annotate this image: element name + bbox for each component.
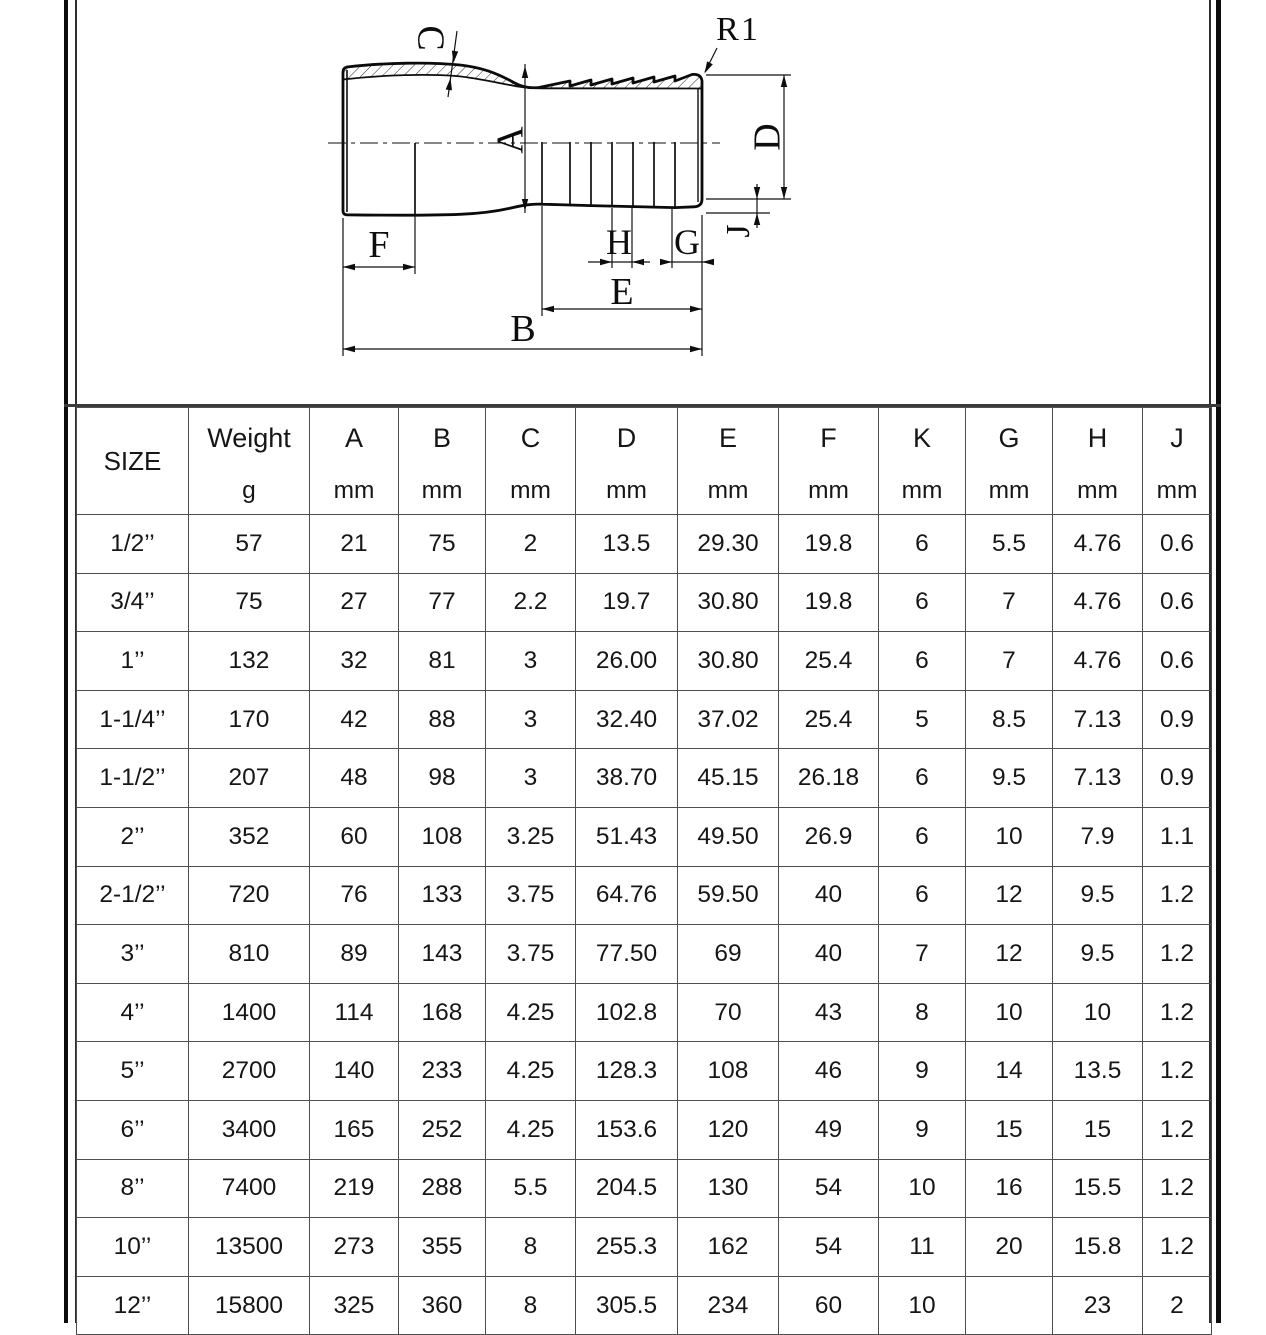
dimension-table: [76, 407, 1212, 1335]
table-cell: 88: [399, 690, 486, 749]
dim-label-f: F: [368, 224, 390, 266]
table-cell: 13.5: [576, 515, 678, 574]
table-cell: 23: [1053, 1276, 1143, 1335]
table-cell: 143: [399, 925, 486, 984]
table-cell: 70: [678, 983, 779, 1042]
table-cell: 114: [310, 983, 399, 1042]
technical-drawing: [320, 0, 820, 398]
table-cell: 5.5: [486, 1159, 576, 1218]
header-row: [77, 408, 1212, 515]
table-row: [77, 632, 1212, 691]
table-cell: 1.2: [1143, 866, 1212, 925]
table-cell: 273: [310, 1218, 399, 1277]
header-col-j: [1143, 408, 1212, 515]
table-cell: 2-1/2’’: [77, 866, 189, 925]
table-cell: 10: [879, 1276, 966, 1335]
table-cell: 19.8: [779, 573, 879, 632]
table-cell: 360: [399, 1276, 486, 1335]
table-cell: 3.25: [486, 807, 576, 866]
table-cell: 11: [879, 1218, 966, 1277]
table-cell: 1.2: [1143, 1218, 1212, 1277]
table-cell: 7: [966, 632, 1053, 691]
col-unit: mm: [1156, 476, 1198, 504]
table-cell: 140: [310, 1042, 399, 1101]
table-cell: 57: [189, 515, 310, 574]
table-cell: 8: [486, 1276, 576, 1335]
table-cell: 12: [966, 866, 1053, 925]
table-cell: 6: [879, 573, 966, 632]
col-letter: D: [616, 423, 637, 453]
table-cell: 1.2: [1143, 983, 1212, 1042]
table-cell: 29.30: [678, 515, 779, 574]
col-unit: mm: [333, 476, 375, 504]
table-cell: 40: [779, 866, 879, 925]
table-cell: 9.5: [966, 749, 1053, 808]
header-col-d: [576, 408, 678, 515]
header-col-h: [1053, 408, 1143, 515]
table-cell: 108: [399, 807, 486, 866]
table-cell: 162: [678, 1218, 779, 1277]
table-cell: 1.2: [1143, 1042, 1212, 1101]
table-cell: 325: [310, 1276, 399, 1335]
table-row: [77, 690, 1212, 749]
table-row: [77, 807, 1212, 866]
table-cell: 40: [779, 925, 879, 984]
table-cell: 0.9: [1143, 749, 1212, 808]
table-cell: 10’’: [77, 1218, 189, 1277]
col-letter: F: [820, 423, 837, 453]
table-cell: 4.25: [486, 983, 576, 1042]
table-cell: 720: [189, 866, 310, 925]
table-cell: 32.40: [576, 690, 678, 749]
table-cell: 37.02: [678, 690, 779, 749]
table-cell: 810: [189, 925, 310, 984]
hose-nipple-section-drawing: [320, 0, 820, 398]
table-cell: 3: [486, 632, 576, 691]
table-cell: 7: [966, 573, 1053, 632]
table-cell: 3/4’’: [77, 573, 189, 632]
table-cell: 1-1/2’’: [77, 749, 189, 808]
table-cell: 255.3: [576, 1218, 678, 1277]
page-border-right-thick: [1216, 0, 1221, 1323]
table-cell: 26.18: [779, 749, 879, 808]
table-cell: 45.15: [678, 749, 779, 808]
header-col-e: [678, 408, 779, 515]
dim-label-h: H: [606, 222, 632, 262]
table-cell: 98: [399, 749, 486, 808]
table-cell: 1.2: [1143, 1100, 1212, 1159]
table-cell: 132: [189, 632, 310, 691]
col-letter: C: [520, 423, 541, 453]
table-cell: 13500: [189, 1218, 310, 1277]
header-size: [77, 408, 189, 515]
table-cell: 7.13: [1053, 690, 1143, 749]
table-cell: 9: [879, 1042, 966, 1101]
table-cell: 14: [966, 1042, 1053, 1101]
table-cell: 3.75: [486, 866, 576, 925]
table-cell: 6: [879, 866, 966, 925]
table-cell: 6: [879, 515, 966, 574]
table-cell: 7.13: [1053, 749, 1143, 808]
table-cell: 6: [879, 807, 966, 866]
table-cell: 0.6: [1143, 573, 1212, 632]
table-cell: 4.25: [486, 1042, 576, 1101]
table-cell: 8: [486, 1218, 576, 1277]
col-letter: J: [1170, 423, 1184, 453]
table-cell: 288: [399, 1159, 486, 1218]
table-cell: 51.43: [576, 807, 678, 866]
weight-unit: g: [242, 476, 256, 504]
table-cell: 49.50: [678, 807, 779, 866]
table-cell: 1’’: [77, 632, 189, 691]
col-unit: mm: [1077, 476, 1118, 504]
table-cell: 30.80: [678, 632, 779, 691]
table-cell: 54: [779, 1218, 879, 1277]
table-cell: 0.6: [1143, 632, 1212, 691]
table-cell: 4.76: [1053, 515, 1143, 574]
table-cell: 12’’: [77, 1276, 189, 1335]
table-cell: 4’’: [77, 983, 189, 1042]
table-cell: 4.25: [486, 1100, 576, 1159]
table-cell: 10: [966, 807, 1053, 866]
table-cell: 60: [310, 807, 399, 866]
table-cell: 49: [779, 1100, 879, 1159]
extension-lines: [343, 64, 791, 356]
table-cell: 10: [966, 983, 1053, 1042]
table-cell: 5.5: [966, 515, 1053, 574]
table-cell: 54: [779, 1159, 879, 1218]
table-row: [77, 925, 1212, 984]
table-cell: 20: [966, 1218, 1053, 1277]
col-unit: mm: [421, 476, 463, 504]
table-cell: 32: [310, 632, 399, 691]
table-cell: 69: [678, 925, 779, 984]
table-cell: 108: [678, 1042, 779, 1101]
table-cell: 1/2’’: [77, 515, 189, 574]
table-row: [77, 1042, 1212, 1101]
col-unit: mm: [808, 476, 849, 504]
table-header: [77, 408, 1212, 515]
table-cell: 130: [678, 1159, 779, 1218]
table-cell: 77: [399, 573, 486, 632]
dimension-arrowheads: [343, 51, 787, 353]
table-cell: 60: [779, 1276, 879, 1335]
table-cell: 12: [966, 925, 1053, 984]
table-cell: 10: [879, 1159, 966, 1218]
col-unit: mm: [901, 476, 943, 504]
header-col-b: [399, 408, 486, 515]
table-cell: 234: [678, 1276, 779, 1335]
table-cell: 2: [486, 515, 576, 574]
table-cell: 46: [779, 1042, 879, 1101]
col-unit: mm: [707, 476, 749, 504]
table-cell: 128.3: [576, 1042, 678, 1101]
table-cell: 6’’: [77, 1100, 189, 1159]
table-cell: 3: [486, 690, 576, 749]
table-body: [77, 515, 1212, 1335]
table-cell: 170: [189, 690, 310, 749]
table-cell: 2: [1143, 1276, 1212, 1335]
table-cell: 133: [399, 866, 486, 925]
table-cell: 43: [779, 983, 879, 1042]
header-col-g: [966, 408, 1053, 515]
dim-label-r1: R1: [716, 11, 760, 48]
table-cell: 1.1: [1143, 807, 1212, 866]
table-cell: 15: [966, 1100, 1053, 1159]
col-unit: mm: [510, 476, 551, 504]
spec-table: [76, 407, 1212, 1335]
table-cell: 26.00: [576, 632, 678, 691]
table-cell: 1400: [189, 983, 310, 1042]
weight-label: Weight: [207, 423, 291, 453]
table-cell: 352: [189, 807, 310, 866]
dim-label-a: A: [489, 126, 532, 154]
table-cell: 89: [310, 925, 399, 984]
table-cell: 2700: [189, 1042, 310, 1101]
table-cell: 6: [879, 749, 966, 808]
table-cell: 355: [399, 1218, 486, 1277]
table-row: [77, 1276, 1212, 1335]
table-cell: 0.6: [1143, 515, 1212, 574]
dimension-lines: [343, 31, 784, 349]
table-cell: 38.70: [576, 749, 678, 808]
table-cell: 102.8: [576, 983, 678, 1042]
header-col-f: [779, 408, 879, 515]
col-letter: K: [912, 423, 931, 453]
table-row: [77, 1159, 1212, 1218]
table-cell: 15800: [189, 1276, 310, 1335]
table-cell: 64.76: [576, 866, 678, 925]
table-cell: 9.5: [1053, 925, 1143, 984]
table-cell: 1.2: [1143, 1159, 1212, 1218]
table-cell: 15.8: [1053, 1218, 1143, 1277]
col-unit: mm: [606, 476, 647, 504]
table-cell: 42: [310, 690, 399, 749]
table-cell: 0.9: [1143, 690, 1212, 749]
col-letter: A: [344, 423, 363, 453]
table-cell: 30.80: [678, 573, 779, 632]
table-cell: 3’’: [77, 925, 189, 984]
table-cell: 75: [189, 573, 310, 632]
col-letter: B: [432, 423, 451, 453]
table-row: [77, 866, 1212, 925]
table-cell: 59.50: [678, 866, 779, 925]
table-cell: 19.8: [779, 515, 879, 574]
table-cell: 3400: [189, 1100, 310, 1159]
table-cell: 8’’: [77, 1159, 189, 1218]
table-cell: 1.2: [1143, 925, 1212, 984]
table-cell: 8: [879, 983, 966, 1042]
table-cell: 27: [310, 573, 399, 632]
table-cell: 305.5: [576, 1276, 678, 1335]
table-cell: 233: [399, 1042, 486, 1101]
dim-label-d: D: [746, 123, 789, 151]
table-cell: 25.4: [779, 632, 879, 691]
dim-label-b: B: [510, 308, 536, 350]
dim-label-c: C: [409, 25, 452, 51]
table-cell: 48: [310, 749, 399, 808]
table-cell: 75: [399, 515, 486, 574]
table-row: [77, 573, 1212, 632]
col-letter: G: [998, 423, 1020, 453]
table-cell: 7.9: [1053, 807, 1143, 866]
table-cell: 21: [310, 515, 399, 574]
table-cell: 219: [310, 1159, 399, 1218]
table-row: [77, 983, 1212, 1042]
table-cell: 165: [310, 1100, 399, 1159]
table-cell: 4.76: [1053, 573, 1143, 632]
table-cell: 252: [399, 1100, 486, 1159]
table-cell: 3: [486, 749, 576, 808]
table-cell: [966, 1276, 1053, 1335]
table-row: [77, 515, 1212, 574]
table-cell: 26.9: [779, 807, 879, 866]
dim-label-j: J: [719, 224, 757, 238]
size-label: SIZE: [103, 445, 162, 476]
table-cell: 76: [310, 866, 399, 925]
table-cell: 6: [879, 632, 966, 691]
table-cell: 7: [879, 925, 966, 984]
table-cell: 1-1/4’’: [77, 690, 189, 749]
table-cell: 5’’: [77, 1042, 189, 1101]
table-row: [77, 1100, 1212, 1159]
header-col-c: [486, 408, 576, 515]
table-cell: 19.7: [576, 573, 678, 632]
col-unit: mm: [988, 476, 1030, 504]
page-border-left-thick: [64, 0, 68, 1323]
table-cell: 204.5: [576, 1159, 678, 1218]
table-cell: 5: [879, 690, 966, 749]
table-row: [77, 1218, 1212, 1277]
table-cell: 4.76: [1053, 632, 1143, 691]
col-letter: H: [1087, 423, 1108, 453]
dim-label-e: E: [610, 271, 634, 313]
table-cell: 3.75: [486, 925, 576, 984]
table-cell: 13.5: [1053, 1042, 1143, 1101]
table-cell: 7400: [189, 1159, 310, 1218]
table-cell: 25.4: [779, 690, 879, 749]
table-cell: 168: [399, 983, 486, 1042]
table-cell: 120: [678, 1100, 779, 1159]
table-cell: 15.5: [1053, 1159, 1143, 1218]
table-cell: 207: [189, 749, 310, 808]
table-cell: 2’’: [77, 807, 189, 866]
table-cell: 8.5: [966, 690, 1053, 749]
dim-label-g: G: [674, 222, 700, 262]
table-row: [77, 749, 1212, 808]
table-cell: 2.2: [486, 573, 576, 632]
table-cell: 9.5: [1053, 866, 1143, 925]
table-cell: 9: [879, 1100, 966, 1159]
table-cell: 77.50: [576, 925, 678, 984]
table-cell: 81: [399, 632, 486, 691]
col-letter: E: [718, 423, 737, 453]
table-cell: 10: [1053, 983, 1143, 1042]
table-cell: 16: [966, 1159, 1053, 1218]
header-col-a: [310, 408, 399, 515]
header-weight: [189, 408, 310, 515]
table-cell: 153.6: [576, 1100, 678, 1159]
table-cell: 15: [1053, 1100, 1143, 1159]
header-col-k: [879, 408, 966, 515]
